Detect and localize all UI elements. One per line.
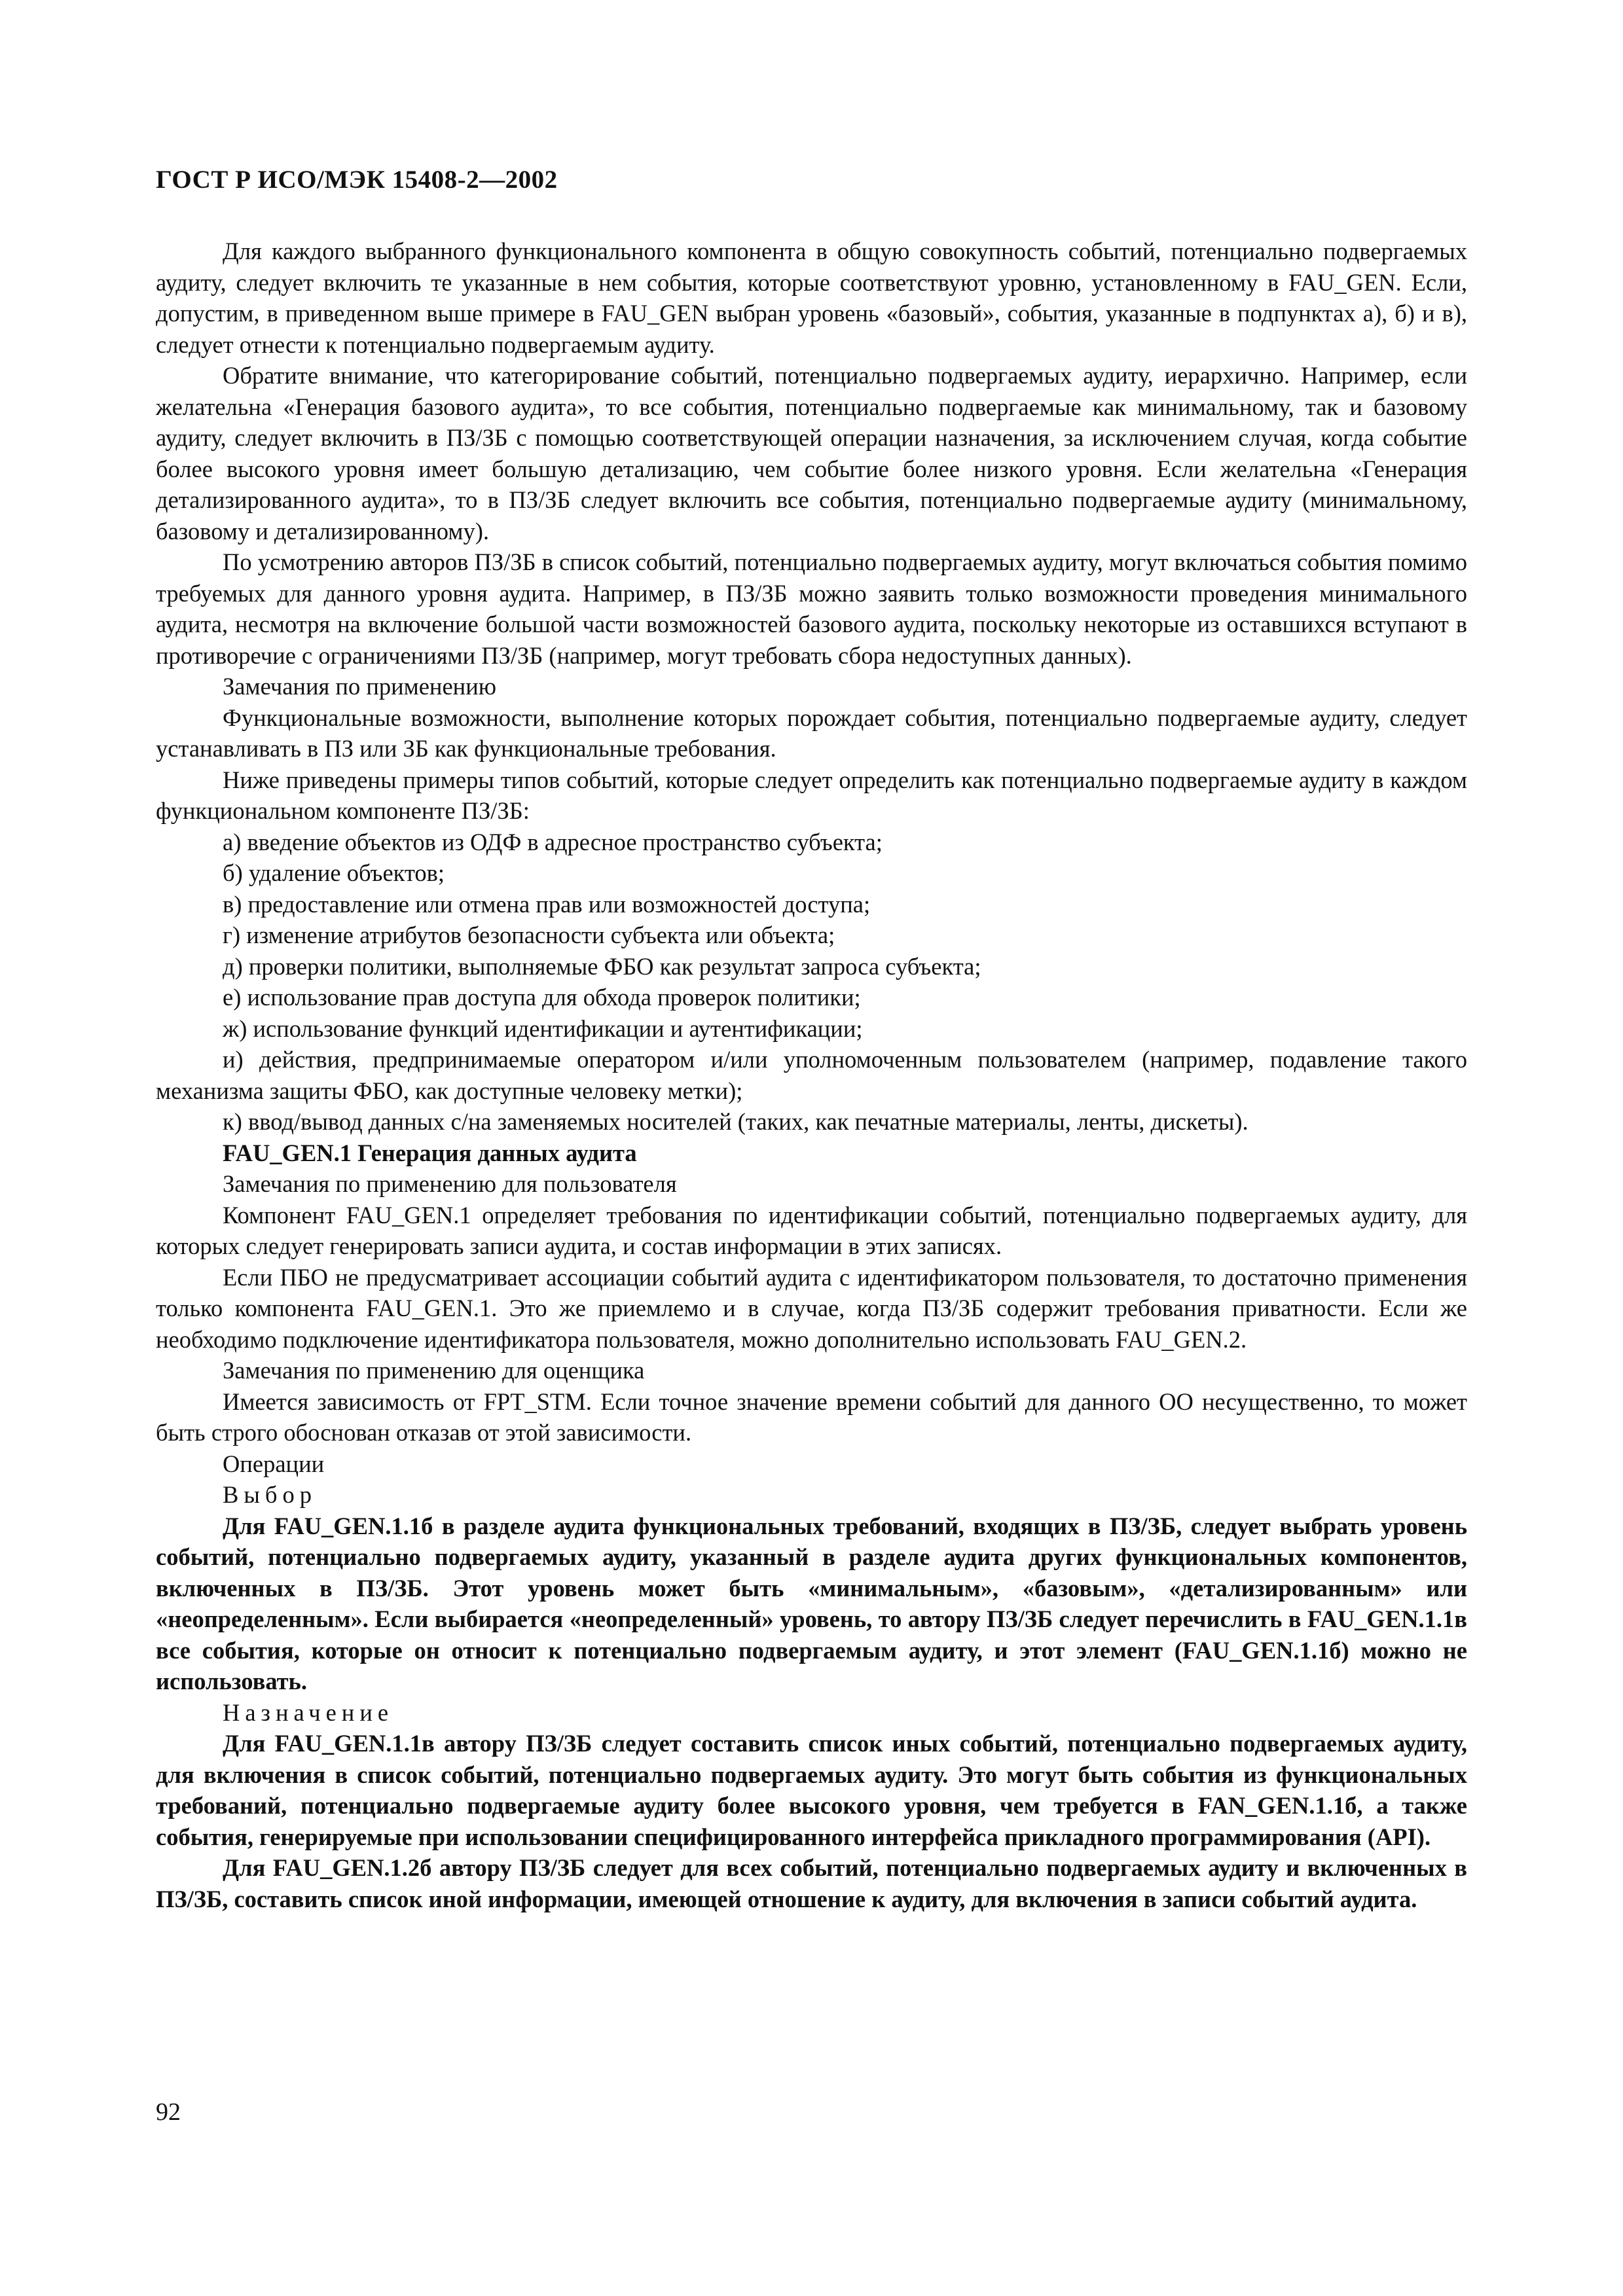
paragraph: Компонент FAU_GEN.1 определяет требования по идентификации событий, потенциально подвергаемых аудиту, для которых следует генерировать записи аудита, и состав информации в этих записях.	[156, 1201, 1467, 1259]
paragraph-bold: Для FAU_GEN.1.2б автору ПЗ/ЗБ следует для всех событий, потенциально подвергаемых аудиту и включенных в ПЗ/ЗБ, составить список иной информации, имеющей отношение к аудиту, для включения в записи событий аудита.	[156, 1854, 1467, 1912]
document-body	[156, 236, 1467, 1914]
section-note-heading: Замечания по применению	[223, 673, 497, 700]
list-item: б) удаление объектов;	[223, 859, 445, 886]
page-number: 92	[156, 2098, 181, 2126]
paragraph: Имеется зависимость от FPT_STM. Если точное значение времени событий для данного ОО несущественно, то может быть строго обоснован отказав от этой зависимости.	[156, 1388, 1467, 1446]
section-note-heading: Замечания по применению для оценщика	[223, 1357, 645, 1384]
list-item: а) введение объектов из ОДФ в адресное пространство субъекта;	[223, 828, 883, 855]
assignment-heading: Назначение	[223, 1698, 394, 1726]
list-item: ж) использование функций идентификации и аутентификации;	[223, 1014, 863, 1042]
paragraph: Ниже приведены примеры типов событий, которые следует определить как потенциально подвергаемые аудиту в каждом функциональном компоненте ПЗ/ЗБ:	[156, 766, 1467, 824]
selection-heading: Выбор	[223, 1481, 317, 1508]
list-item: д) проверки политики, выполняемые ФБО как результат запроса субъекта;	[223, 952, 981, 980]
list-item: в) предоставление или отмена прав или возможностей доступа;	[223, 890, 871, 918]
paragraph: Для каждого выбранного функционального компонента в общую совокупность событий, потенциально подвергаемых аудиту, следует включить те указанные в нем события, которые соответствуют уровню, установленному в FAU_GEN. Если, допустим, в приведенном выше примере в FAU_GEN выбран уровень «базовый», события, указанные в подпунктах а), б) и в), следует отнести к потенциально подвергаемым аудиту.	[156, 238, 1467, 358]
paragraph: Если ПБО не предусматривает ассоциации событий аудита с идентификатором пользователя, то достаточно применения только компонента FAU_GEN.1. Это же приемлемо и в случае, когда ПЗ/ЗБ содержит требования приватности. Если же необходимо подключение идентификатора пользователя, можно дополнительно использовать FAU_GEN.2.	[156, 1263, 1467, 1353]
list-item: г) изменение атрибутов безопасности субъекта или объекта;	[223, 922, 835, 948]
list-item: к) ввод/вывод данных с/на заменяемых носителей (таких, как печатные материалы, ленты, дискеты).	[223, 1108, 1249, 1135]
operations-heading: Операции	[223, 1450, 325, 1477]
paragraph: По усмотрению авторов ПЗ/ЗБ в список событий, потенциально подвергаемых аудиту, могут включаться события помимо требуемых для данного уровня аудита. Например, в ПЗ/ЗБ можно заявить только возможности проведения минимального аудита, несмотря на включение большой части возможностей базового аудита, поскольку некоторые из оставшихся вступают в противоречие с ограничениями ПЗ/ЗБ (например, могут требовать сбора недоступных данных).	[156, 548, 1467, 669]
section-note-heading: Замечания по применению для пользователя	[223, 1170, 677, 1197]
list-item: е) использование прав доступа для обхода проверок политики;	[223, 984, 861, 1011]
paragraph: Обратите внимание, что категорирование событий, потенциально подвергаемых аудиту, иерархично. Например, если желательна «Генерация базового аудита», то все события, потенциально подвергаемые как минимальному, так и базовому аудиту, следует включить в ПЗ/ЗБ с помощью соответствующей операции назначения, за исключением случая, когда событие более высокого уровня имеет большую детализацию, чем событие более низкого уровня. Если желательна «Генерация детализированного аудита», то в ПЗ/ЗБ следует включить все события, потенциально подвергаемые аудиту (минимальному, базовому и детализированному).	[156, 362, 1467, 545]
component-heading: FAU_GEN.1 Генерация данных аудита	[223, 1139, 637, 1166]
paragraph-bold: Для FAU_GEN.1.1в автору ПЗ/ЗБ следует составить список иных событий, потенциально подвергаемых аудиту, для включения в список событий, потенциально подвергаемых аудиту. Это могут быть события из функциональных требований, потенциально подвергаемые аудиту более высокого уровня, чем требуется в FAN_GEN.1.1б, а также события, генерируемые при использовании специфицированного интерфейса прикладного программирования (API).	[156, 1730, 1467, 1850]
paragraph-bold: Для FAU_GEN.1.1б в разделе аудита функциональных требований, входящих в ПЗ/ЗБ, следует выбрать уровень событий, потенциально подвергаемых аудиту, указанный в разделе аудита других функциональных компонентов, включенных в ПЗ/ЗБ. Этот уровень может быть «минимальным», «базовым», «детализированным» или «неопределенным». Если выбирается «неопределенный» уровень, то автору ПЗ/ЗБ следует перечислить в FAU_GEN.1.1в все события, которые он относит к потенциально подвергаемым аудиту, и этот элемент (FAU_GEN.1.1б) можно не использовать.	[156, 1512, 1467, 1695]
list-item: и) действия, предпринимаемые оператором и/или уполномоченным пользователем (например, подавление такого механизма защиты ФБО, как доступные человеку метки);	[156, 1046, 1467, 1104]
paragraph: Функциональные возможности, выполнение которых порождает события, потенциально подвергаемые аудиту, следует устанавливать в ПЗ или ЗБ как функциональные требования.	[156, 704, 1467, 762]
page-header: ГОСТ Р ИСО/МЭК 15408-2—2002	[156, 166, 558, 194]
